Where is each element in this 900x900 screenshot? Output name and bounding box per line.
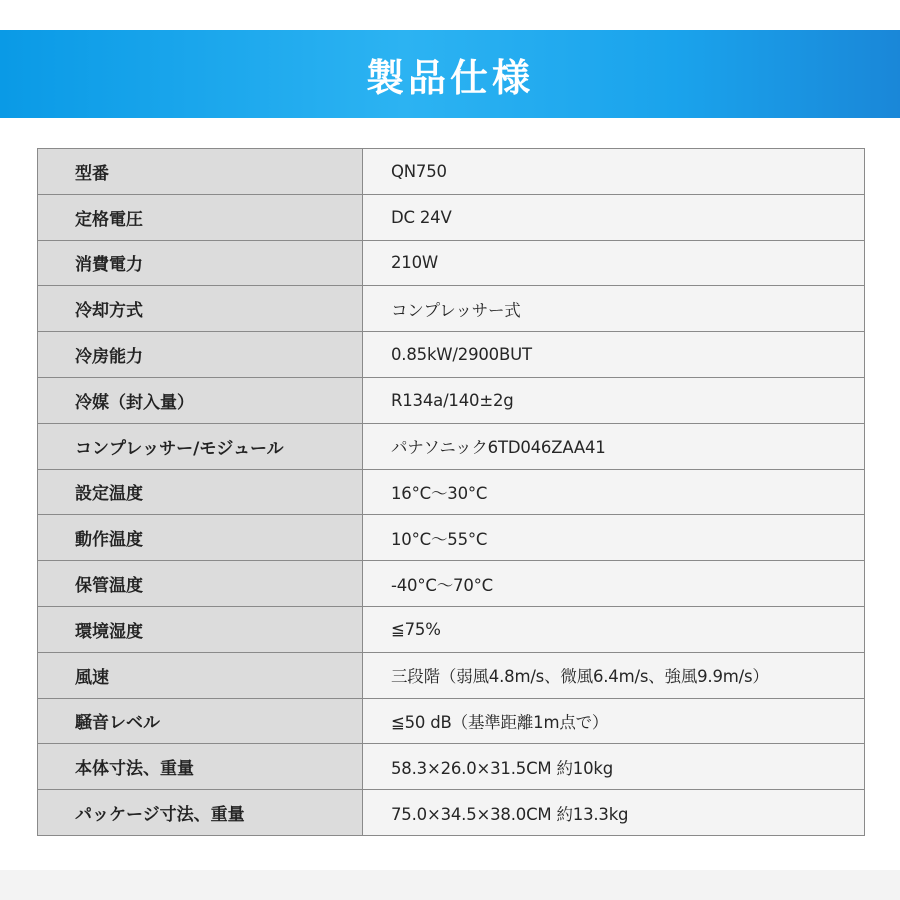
spec-row-rated-voltage xyxy=(38,194,865,240)
spec-label: パッケージ寸法、重量 xyxy=(38,790,363,836)
spec-value: QN750 xyxy=(363,149,865,195)
spec-value: 75.0×34.5×38.0CM 約13.3kg xyxy=(363,790,865,836)
spec-value: 三段階（弱風4.8m/s、微風6.4m/s、強風9.9m/s） xyxy=(363,652,865,698)
spec-label: 型番 xyxy=(38,149,363,195)
spec-label: 冷房能力 xyxy=(38,332,363,378)
spec-row-ambient-humidity xyxy=(38,606,865,652)
spec-label: 動作温度 xyxy=(38,515,363,561)
spec-label: 冷却方式 xyxy=(38,286,363,332)
page-title: 製品仕様 xyxy=(365,55,534,100)
spec-value: 10°C〜55°C xyxy=(363,515,865,561)
spec-row-model xyxy=(38,149,865,195)
spec-row-refrigerant xyxy=(38,377,865,423)
spec-row-power-consumption xyxy=(38,240,865,286)
spec-row-noise-level xyxy=(38,698,865,744)
spec-label: 風速 xyxy=(38,652,363,698)
spec-row-package-dimensions-weight xyxy=(38,790,865,836)
spec-label: コンプレッサー/モジュール xyxy=(38,423,363,469)
spec-value: R134a/140±2g xyxy=(363,377,865,423)
top-strip xyxy=(0,0,900,32)
spec-value: 0.85kW/2900BUT xyxy=(363,332,865,378)
spec-row-cooling-capacity xyxy=(38,332,865,378)
spec-value: ≦50 dB（基準距離1m点で） xyxy=(363,698,865,744)
spec-value: -40°C〜70°C xyxy=(363,561,865,607)
spec-label: 本体寸法、重量 xyxy=(38,744,363,790)
title-banner xyxy=(0,30,900,118)
spec-value: ≦75% xyxy=(363,606,865,652)
spec-label: 冷媒（封入量） xyxy=(38,377,363,423)
spec-value: 58.3×26.0×31.5CM 約10kg xyxy=(363,744,865,790)
spec-label: 定格電圧 xyxy=(38,194,363,240)
spec-row-storage-temperature xyxy=(38,561,865,607)
spec-row-set-temperature xyxy=(38,469,865,515)
spec-row-cooling-method xyxy=(38,286,865,332)
spec-row-compressor-module xyxy=(38,423,865,469)
spec-label: 設定温度 xyxy=(38,469,363,515)
spec-label: 消費電力 xyxy=(38,240,363,286)
spec-label: 保管温度 xyxy=(38,561,363,607)
spec-value: コンプレッサー式 xyxy=(363,286,865,332)
spec-value: パナソニック6TD046ZAA41 xyxy=(363,423,865,469)
spec-value: DC 24V xyxy=(363,194,865,240)
spec-row-body-dimensions-weight xyxy=(38,744,865,790)
spec-table xyxy=(37,148,865,836)
spec-value: 210W xyxy=(363,240,865,286)
spec-label: 環境湿度 xyxy=(38,606,363,652)
spec-label: 騒音レベル xyxy=(38,698,363,744)
spec-row-operating-temperature xyxy=(38,515,865,561)
spec-row-wind-speed xyxy=(38,652,865,698)
spec-value: 16°C〜30°C xyxy=(363,469,865,515)
